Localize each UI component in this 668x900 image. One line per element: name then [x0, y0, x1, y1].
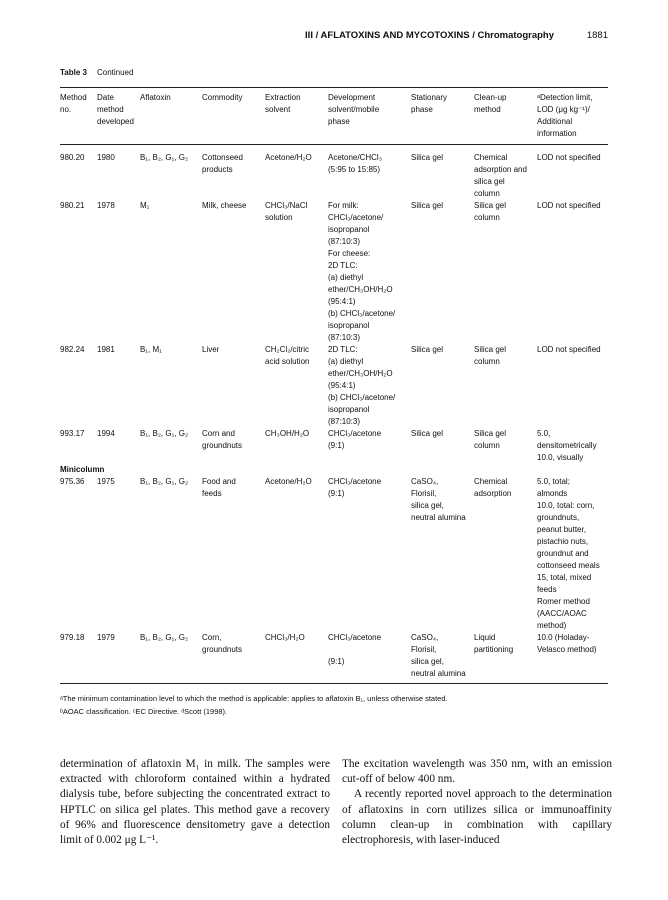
table-cell: 979.18: [60, 633, 85, 642]
table-cell: Silica gel: [411, 153, 444, 162]
table-cell: 5.0, total; almonds 10.0, total: corn, groundnuts, peanut butter, pistachio nuts, groundnut and cottonseed meals 15, total, mixed feeds Romer method (AACC/AOAC method): [537, 477, 600, 630]
table-cell: CaSO₄, Florisil, silica gel, neutral alumina: [411, 477, 466, 522]
table-cell: 975.36: [60, 477, 85, 486]
table-cell: LOD not specified: [537, 345, 601, 354]
table-cell: Silica gel: [411, 429, 444, 438]
table-cell: Corn, groundnuts: [202, 633, 243, 654]
table-cell: Silica gel: [411, 201, 444, 210]
header-cell: Development solvent/mobile phase: [328, 93, 380, 126]
header-cell: Extraction solvent: [265, 93, 301, 114]
running-header: [60, 30, 608, 44]
table-cell: Corn and groundnuts: [202, 429, 243, 450]
table-bottom-rule: [60, 683, 608, 684]
table-caption: [60, 68, 133, 77]
body-column-left: [60, 757, 330, 848]
table-cell: M₁: [140, 201, 150, 210]
body-paragraph: determination of aflatoxin M₁ in milk. The samples were extracted with chloroform contained within a hydrated dialysis tube, before subjecting the concentrated extract to HPTLC on silica gel plates. This method gave a recovery of 96% and fluorescence densitometry gave a detection limit of 0.002 μg L⁻¹.: [60, 758, 330, 847]
table-footnotes: [60, 692, 448, 718]
table-cell: 5.0, densitometrically 10.0, visually: [537, 429, 597, 462]
table-cell: B₁, B₂, G₁, G₂: [140, 429, 189, 438]
table-cell: For milk: CHCl₃/acetone/ isopropanol (87:10:3) For cheese: 2D TLC: (a) diethyl ether/CH₃OH/H₂O (95:4:1) (b) CHCl₃/acetone/ isopropanol (87:10:3): [328, 201, 396, 342]
page-number: 1881: [586, 30, 608, 41]
table-cell: B₁, B₂, G₁, G₂: [140, 633, 189, 642]
table-top-rule: [60, 87, 608, 88]
table-cell: B₁, M₁: [140, 345, 162, 354]
table-cell: CHCl₃/acetone (9:1): [328, 429, 382, 450]
table-cell: CHCl₃/NaCl solution: [265, 201, 308, 222]
table-cell: Liver: [202, 345, 220, 354]
table-cell: 980.21: [60, 201, 85, 210]
header-cell: Aflatoxin: [140, 93, 171, 102]
table-cell: 1978: [97, 201, 115, 210]
header-cell: ᵃDetection limit, LOD (μg kg⁻¹)/ Additional information: [537, 93, 593, 138]
table-cell: CHCl₃/H₂O: [265, 633, 305, 642]
body-paragraph: The excitation wavelength was 350 nm, with an emission cut-off of below 400 nm.: [342, 758, 612, 786]
table-cell: CaSO₄, Florisil, silica gel, neutral alumina: [411, 633, 466, 678]
table-cell: Liquid partitioning: [474, 633, 514, 654]
table-cell: CHCl₃/acetone (9:1): [328, 633, 382, 666]
running-title: III / AFLATOXINS AND MYCOTOXINS / Chromatography: [305, 30, 554, 41]
table-cell: B₁, B₂, G₁, G₂: [140, 153, 189, 162]
body-paragraph: A recently reported novel approach to the determination of aflatoxins in corn utilizes silica or immunoaffinity column clean-up in combination with capillary electrophoresis, with laser-induced: [342, 788, 612, 847]
table-cell: Acetone/H₂O: [265, 153, 312, 162]
header-cell: Date method developed: [97, 93, 134, 126]
footnote: ᵃThe minimum contamination level to which the method is applicable: applies to aflatoxin B₁, unless otherwise stated.: [60, 694, 448, 703]
table-cell: 1980: [97, 153, 115, 162]
header-cell: Clean-up method: [474, 93, 507, 114]
table-cell: LOD not specified: [537, 201, 601, 210]
table-cell: Silica gel column: [474, 429, 507, 450]
table-cell: 1975: [97, 477, 115, 486]
table-cell: 1979: [97, 633, 115, 642]
table-cell: 1994: [97, 429, 115, 438]
header-cell: Method no.: [60, 93, 87, 114]
table-cell: LOD not specified: [537, 153, 601, 162]
table-cell: 2D TLC: (a) diethyl ether/CH₃OH/H₂O (95:4:1) (b) CHCl₃/acetone/ isopropanol (87:10:3): [328, 345, 396, 426]
table-cell: Silica gel: [411, 345, 444, 354]
header-cell: Stationary phase: [411, 93, 448, 114]
table-cell: 993.17: [60, 429, 85, 438]
table-cell: Acetone/CHCl₃ (5:95 to 15:85): [328, 153, 382, 174]
table-cell: 980.20: [60, 153, 85, 162]
table-cell: Silica gel column: [474, 201, 507, 222]
table-cell: CHCl₃/acetone (9:1): [328, 477, 382, 498]
table-cell: Cottonseed products: [202, 153, 243, 174]
table-header-rule: [60, 144, 608, 145]
table-continued: Continued: [96, 68, 134, 77]
table-cell: Chemical adsorption and silica gel column: [474, 153, 527, 198]
table-cell: Milk, cheese: [202, 201, 247, 210]
table-label: Table 3: [60, 68, 87, 77]
table-cell: CH₂Cl₂/citric acid solution: [265, 345, 310, 366]
table-cell: Chemical adsorption: [474, 477, 512, 498]
section-label: Minicolumn: [60, 465, 105, 474]
table-cell: 10.0 (Holaday- Velasco method): [537, 633, 597, 654]
table-cell: Food and feeds: [202, 477, 236, 498]
body-column-right: [342, 757, 612, 848]
table-cell: 982.24: [60, 345, 85, 354]
table-cell: Silica gel column: [474, 345, 507, 366]
footnote: ᵇAOAC classification. ᶜEC Directive. ᵈScott (1998).: [60, 707, 228, 716]
table-cell: B₁, B₂, G₁, G₂: [140, 477, 189, 486]
table-cell: Acetone/H₂O: [265, 477, 312, 486]
table-cell: CH₃OH/H₂O: [265, 429, 310, 438]
table-cell: 1981: [97, 345, 115, 354]
header-cell: Commodity: [202, 93, 243, 102]
